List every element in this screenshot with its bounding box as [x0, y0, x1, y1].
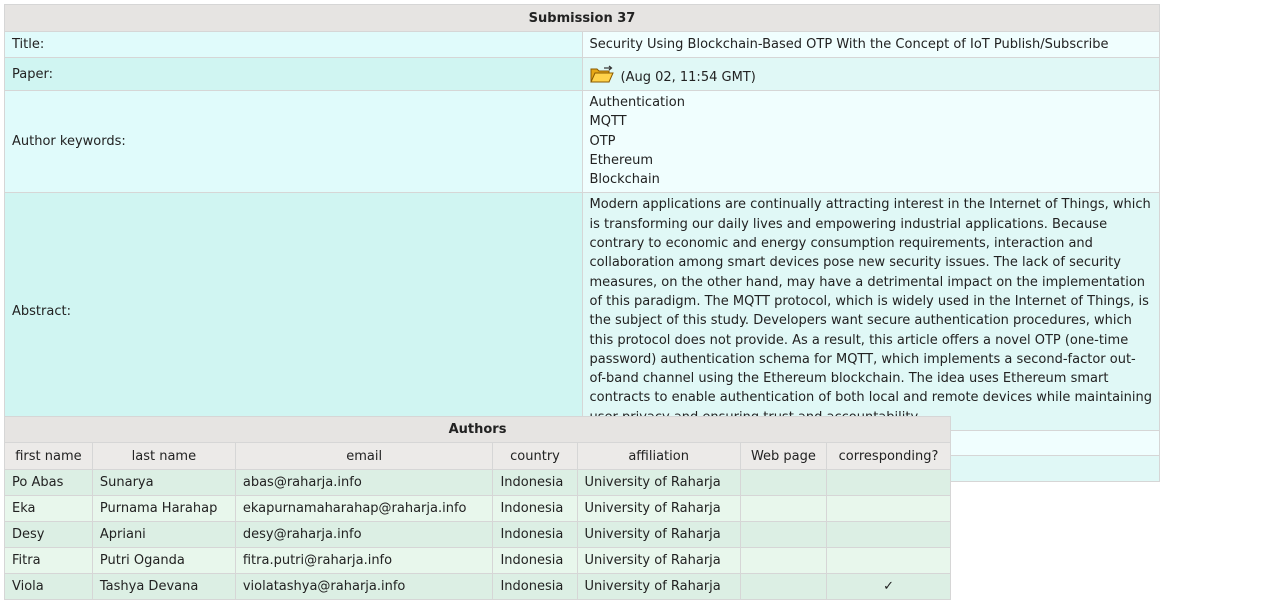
keyword: Authentication — [589, 95, 685, 110]
email-cell: ekapurnamaharahap@raharja.info — [235, 496, 493, 522]
col-corresponding: corresponding? — [827, 443, 951, 470]
email-cell: violatashya@raharja.info — [235, 574, 493, 600]
last-name-cell: Tashya Devana — [92, 574, 235, 600]
abstract-text: Modern applications are continually attracting interest in the Internet of Things, which is transforming our daily lives and empowering industrial applications. Because contrary to economic and energy consumption requirements, interaction and collaboration among smart devices pose new security issues. The lack of security measures, on the other hand, may have a detrimental impact on the implementation of this paradigm. The MQTT protocol, which is widely used in the Internet of Things, is the subject of this study. Developers want secure authentication procedures, which this protocol does not provide. As a result, this article offers a novel OTP (one-time password) authentication schema for MQTT, which implements a second-factor out-of-band channel using the Ethereum blockchain. The idea uses Ethereum smart contracts to enable authentication of both local and remote devices while maintaining — [582, 193, 1160, 431]
country-cell: Indonesia — [493, 548, 577, 574]
folder-open-icon[interactable] — [590, 64, 614, 84]
last-name-cell: Apriani — [92, 522, 235, 548]
web-page-cell — [740, 470, 826, 496]
table-row — [5, 574, 951, 600]
affiliation-cell: University of Raharja — [577, 548, 740, 574]
email-cell: abas@raharja.info — [235, 470, 493, 496]
title-value: Security Using Blockchain-Based OTP With the Concept of IoT Publish/Subscribe — [582, 32, 1160, 58]
last-name-cell: Purnama Harahap — [92, 496, 235, 522]
country-cell: Indonesia — [493, 470, 577, 496]
authors-table — [4, 416, 951, 600]
web-page-cell — [740, 522, 826, 548]
first-name-cell: Desy — [5, 522, 93, 548]
affiliation-cell: University of Raharja — [577, 522, 740, 548]
col-web-page: Web page — [740, 443, 826, 470]
affiliation-cell: University of Raharja — [577, 470, 740, 496]
authors-header: Authors — [5, 417, 951, 443]
first-name-cell: Fitra — [5, 548, 93, 574]
table-row — [5, 470, 951, 496]
col-first-name: first name — [5, 443, 93, 470]
col-last-name: last name — [92, 443, 235, 470]
paper-label: Paper: — [5, 58, 583, 91]
first-name-cell: Viola — [5, 574, 93, 600]
first-name-cell: Eka — [5, 496, 93, 522]
table-row — [5, 522, 951, 548]
affiliation-cell: University of Raharja — [577, 574, 740, 600]
corresponding-cell — [827, 548, 951, 574]
country-cell: Indonesia — [493, 522, 577, 548]
email-cell: desy@raharja.info — [235, 522, 493, 548]
keyword: Ethereum — [589, 152, 654, 168]
email-cell: fitra.putri@raharja.info — [235, 548, 493, 574]
keywords-list — [582, 91, 1160, 193]
submission-table — [4, 4, 1160, 482]
keyword: OTP — [589, 133, 616, 149]
corresponding-check-icon: ✓ — [827, 574, 951, 600]
table-row — [5, 496, 951, 522]
web-page-cell — [740, 548, 826, 574]
paper-cell — [582, 58, 1160, 91]
corresponding-cell — [827, 522, 951, 548]
last-name-cell: Sunarya — [92, 470, 235, 496]
country-cell: Indonesia — [493, 496, 577, 522]
first-name-cell: Po Abas — [5, 470, 93, 496]
abstract-label: Abstract: — [5, 193, 583, 431]
keywords-label: Author keywords: — [5, 91, 583, 193]
country-cell: Indonesia — [493, 574, 577, 600]
web-page-cell — [740, 496, 826, 522]
affiliation-cell: University of Raharja — [577, 496, 740, 522]
paper-date: (Aug 02, 11:54 GMT) — [620, 69, 756, 85]
web-page-cell — [740, 574, 826, 600]
corresponding-cell — [827, 470, 951, 496]
corresponding-cell — [827, 496, 951, 522]
col-affiliation: affiliation — [577, 443, 740, 470]
table-row — [5, 548, 951, 574]
col-email: email — [235, 443, 493, 470]
col-country: country — [493, 443, 577, 470]
last-name-cell: Putri Oganda — [92, 548, 235, 574]
keyword: MQTT — [589, 114, 627, 130]
title-label: Title: — [5, 32, 583, 58]
submission-header: Submission 37 — [5, 5, 1160, 32]
keyword: Blockchain — [589, 172, 660, 188]
